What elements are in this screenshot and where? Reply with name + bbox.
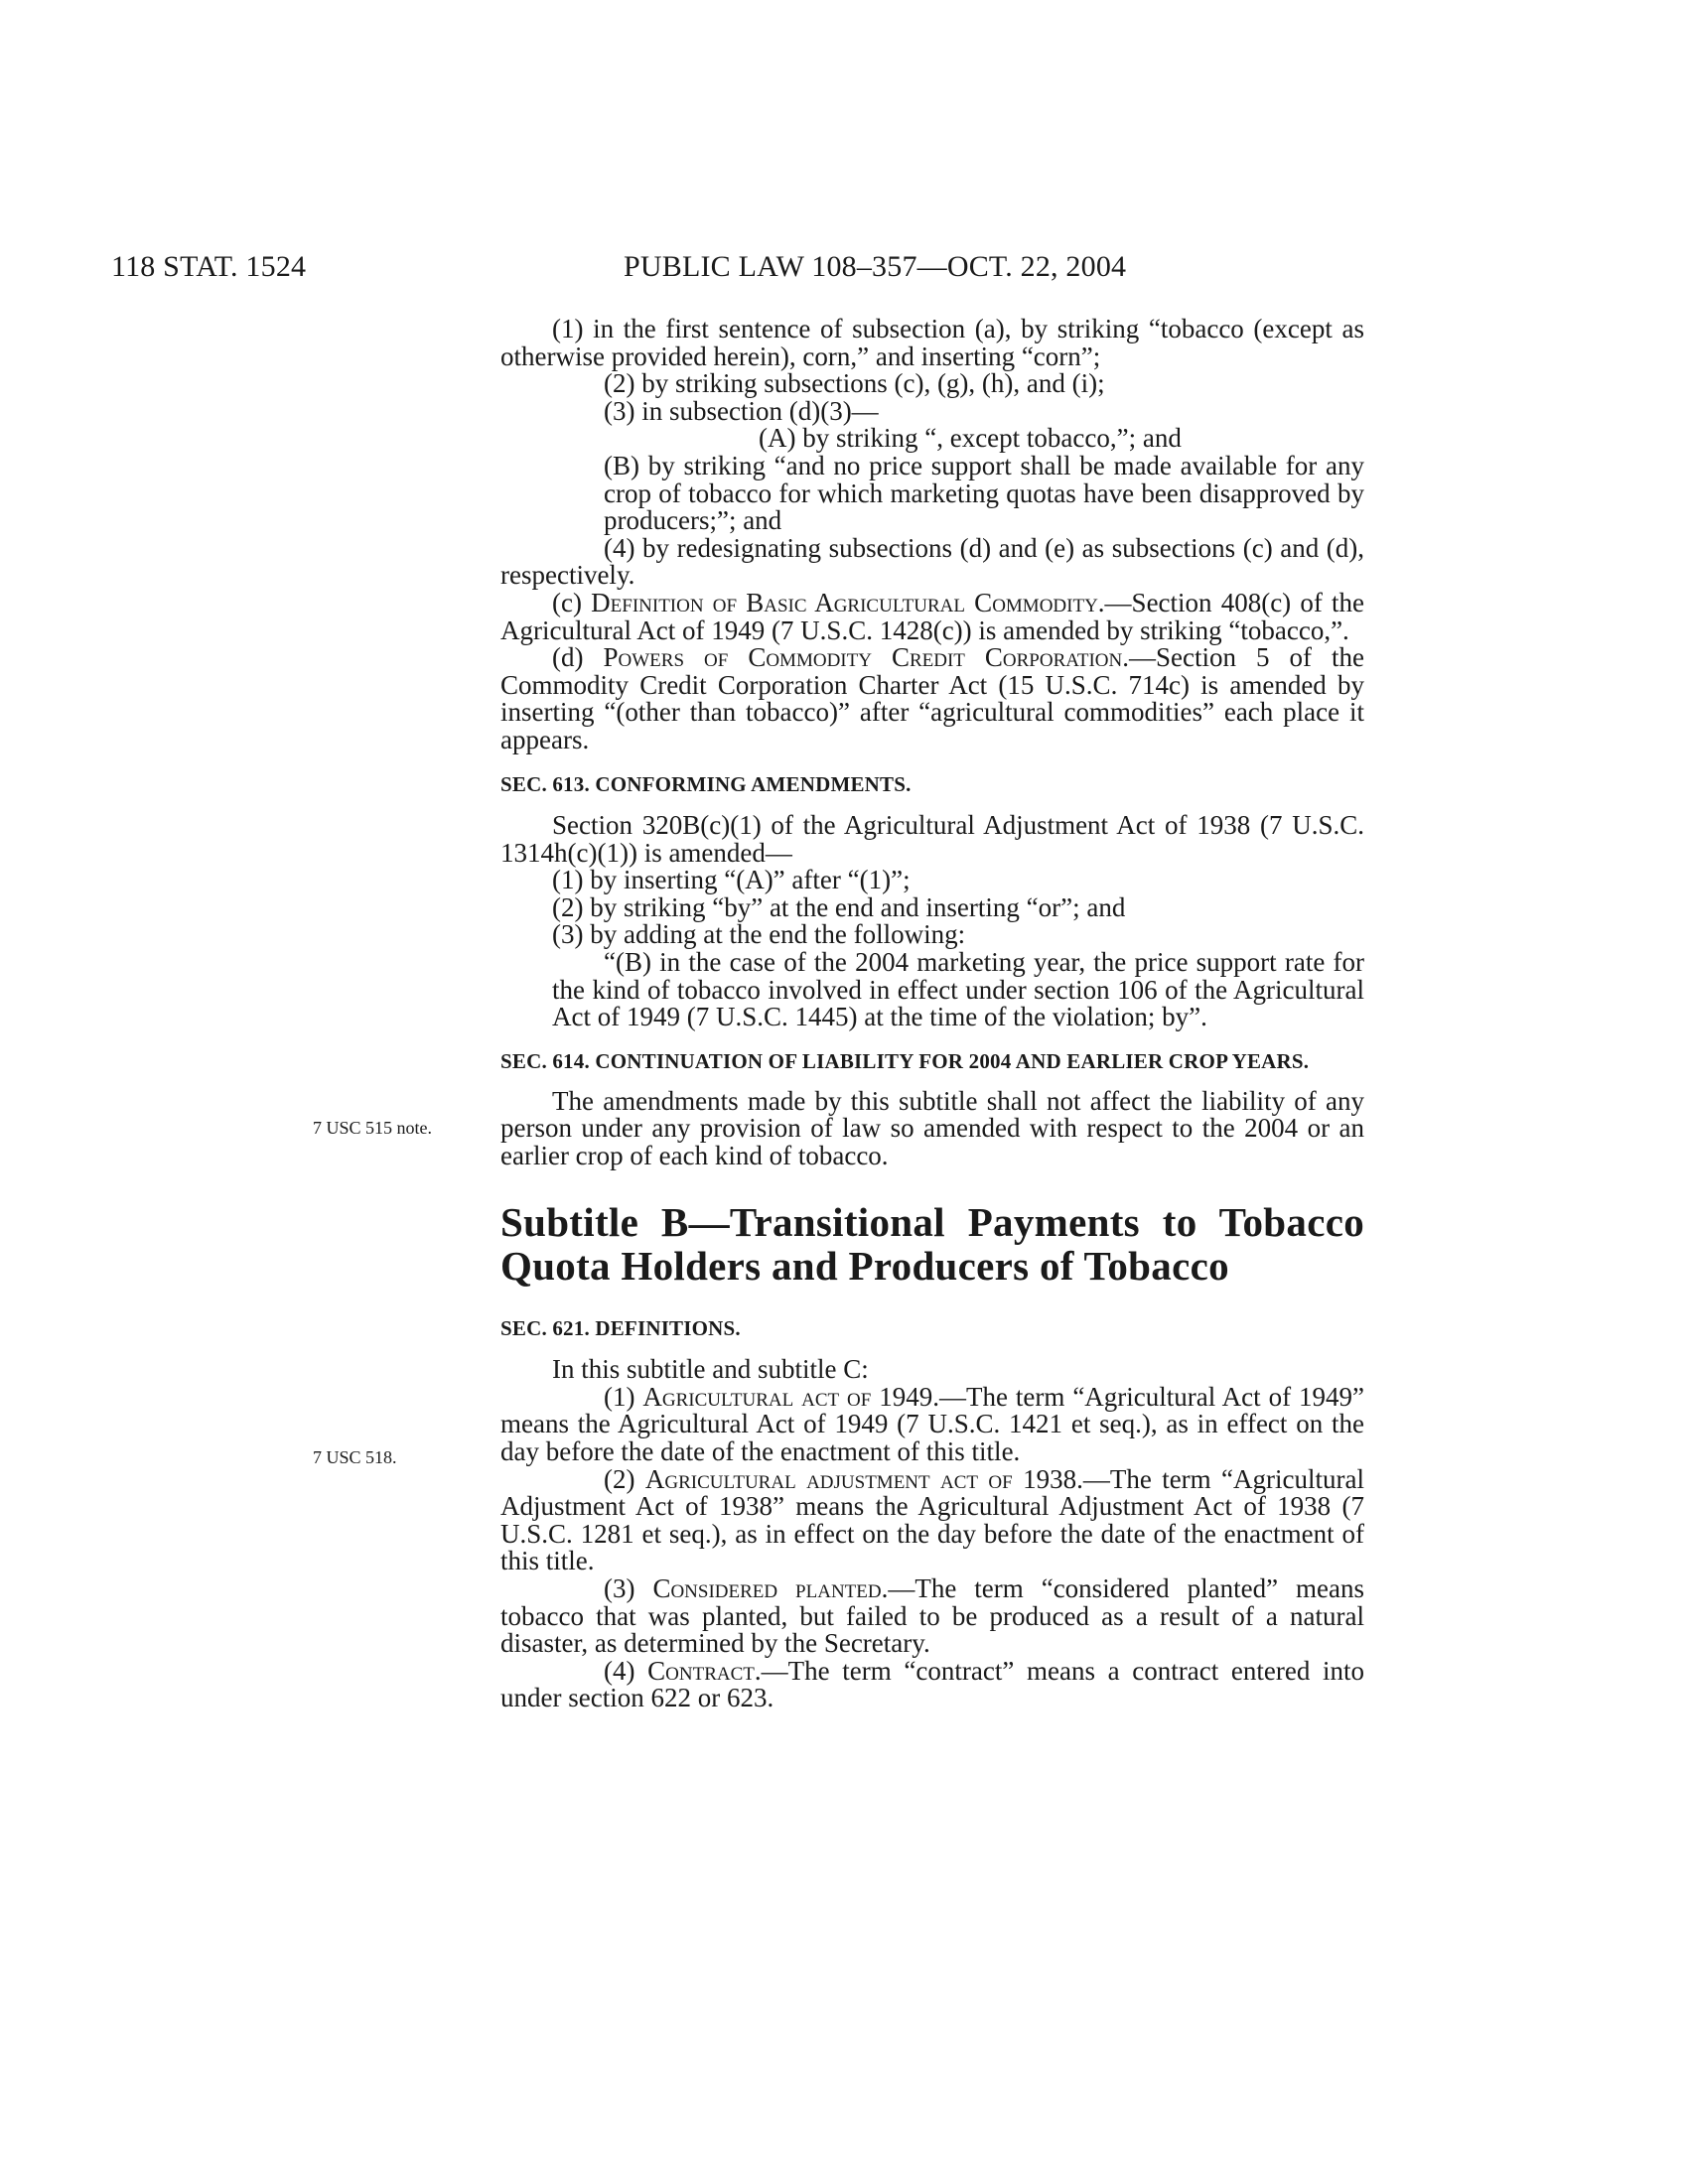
definition-1-heading: Agricultural act of 1949. (642, 1381, 940, 1412)
section-613-item-1: (1) by inserting “(A)” after “(1)”; (552, 865, 911, 895)
definition-4-heading: Contract. (647, 1655, 762, 1686)
section-613-intro: Section 320B(c)(1) of the Agricultural Adjustment Act of 1938 (7 U.S.C. 1314h(c)(1)) is amended— (500, 810, 1364, 868)
section-613-item-2: (2) by striking “by” at the end and inserting “or”; and (552, 891, 1126, 922)
subtitle-heading: Subtitle B—Transitional Payments to Tobacco Quota Holders and Producers of Tobacco (500, 1198, 1364, 1289)
subsection-c: (c) Definition of Basic Agricultural Commodity.—Section 408(c) of the Agricultural Act of 1949 (7 U.S.C. 1428(c)) is amended by striking “tobacco,”. (500, 587, 1365, 645)
section-614-heading: SEC. 614. CONTINUATION OF LIABILITY FOR 2004 AND EARLIER CROP YEARS. (500, 1048, 1310, 1073)
statute-body (500, 316, 1364, 1712)
section-613-quoted-text: “(B) in the case of the 2004 marketing year, the price support rate for the kind of tobacco involved in effect under section 106 of the Agricultural Act of 1949 (7 U.S.C. 1445) at the time of the violation; by”. (552, 947, 1364, 1032)
subparagraph-b: (B) by striking “and no price support shall be made available for any crop of tobacco for which marketing quotas have been disapproved by producers;”; and (604, 450, 1364, 536)
subparagraph-a: (A) by striking “, except tobacco,”; and (759, 423, 1182, 454)
page-citation: 118 STAT. 1524 (111, 250, 307, 283)
section-614-text: The amendments made by this subtitle shall not affect the liability of any person under any provision of law so amended with respect to the 2004 or an earlier crop of each kind of tobacco. (500, 1085, 1364, 1171)
subsection-d: (d) Powers of Commodity Credit Corporation.—Section 5 of the Commodity Credit Corporation Charter Act (15 U.S.C. 714c) is amended by inserting “(other than tobacco)” after “agricultural commodities” each place it appears. (500, 642, 1365, 754)
subsection-c-heading: Definition of Basic Agricultural Commodity. (591, 587, 1105, 617)
subsection-d-heading: Powers of Commodity Credit Corporation. (603, 642, 1130, 673)
paragraph-2: (2) by striking subsections (c), (g), (h), and (i); (604, 368, 1105, 399)
page-title: PUBLIC LAW 108–357—OCT. 22, 2004 (624, 250, 1127, 283)
paragraph-4: (4) by redesignating subsections (d) and (e) as subsections (c) and (d), respectively. (500, 532, 1364, 591)
paragraph-1: (1) in the first sentence of subsection (a), by striking “tobacco (except as otherwise provided herein), corn,” and inserting “corn”; (500, 314, 1364, 371)
section-621-intro: In this subtitle and subtitle C: (552, 1354, 869, 1385)
definition-2-heading: Agricultural adjustment act of 1938. (644, 1463, 1083, 1494)
definition-2: (2) Agricultural adjustment act of 1938.—The term “Agricultural Adjustment Act of 1938” means the Agricultural Adjustment Act of 1938 (7 U.S.C. 1281 et seq.), as in effect on the day before the date of the enactment of this title. (500, 1463, 1364, 1576)
margin-note-sec614: 7 USC 515 note. (313, 1118, 433, 1138)
margin-note-sec621: 7 USC 518. (313, 1447, 397, 1467)
definition-1: (1) Agricultural act of 1949.—The term “Agricultural Act of 1949” means the Agricultural Act of 1949 (7 U.S.C. 1421 et seq.), as in effect on the day before the date of the enactment of this title. (500, 1381, 1364, 1466)
section-613-heading: SEC. 613. CONFORMING AMENDMENTS. (500, 771, 912, 796)
definition-3: (3) Considered planted.—The term “considered planted” means tobacco that was planted, but failed to be produced as a result of a natural disaster, as determined by the Secretary. (500, 1572, 1364, 1659)
section-621-heading: SEC. 621. DEFINITIONS. (500, 1315, 741, 1340)
definition-4: (4) Contract.—The term “contract” means a contract entered into under section 622 or 623. (500, 1655, 1364, 1713)
paragraph-3: (3) in subsection (d)(3)— (604, 395, 879, 426)
section-613-item-3: (3) by adding at the end the following: (552, 919, 966, 950)
definition-3-heading: Considered planted. (652, 1572, 889, 1603)
